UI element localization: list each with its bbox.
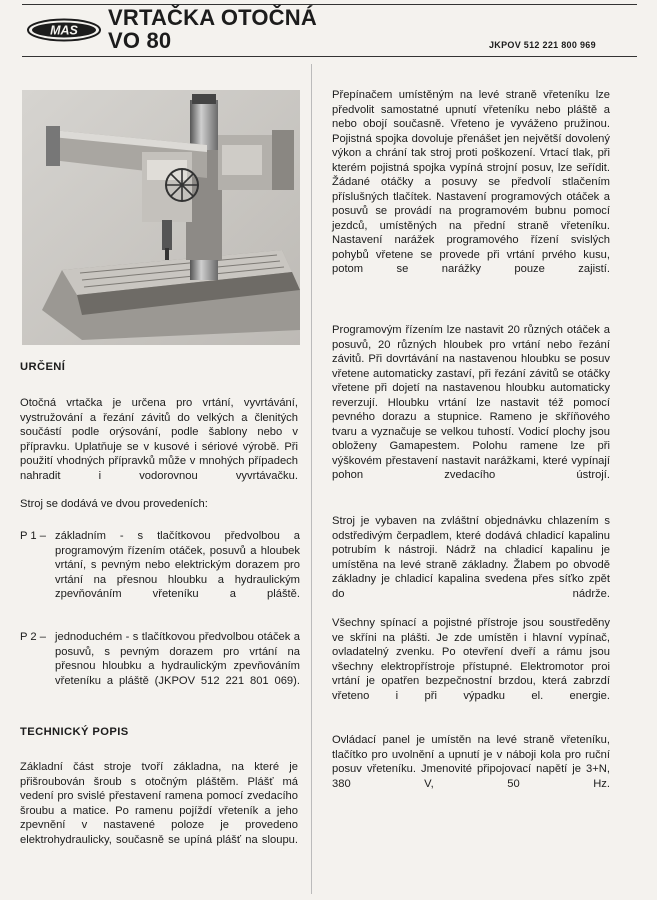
section-title-urceni: URČENÍ [20,361,66,373]
paragraph-right-2: Programovým řízením lze nastavit 20 různých otáček a posuvů, 20 různých hloubek pro vrtání nebo řezání závitů. Při dovrtávání na nastavenou hloubku se posuv vřetene automaticky zastaví, při řezání závitů se otáčky vřetene při dojetí na nastavenou hloubku automaticky reverzují. Hloubku vrtání lze nastavit též pomocí pevného dorazu a stupnice. Rameno je skříňového tvaru a vyznačuje se velkou tuhostí. Vodicí plochy jsou obloženy Gamapestem. Polohu ramene lze při výškovém přestavení nastavit narážkami, které vypínají pohon zvedacího ústrojí. [332,324,610,481]
catalog-code: JKPOV 512 221 800 969 [489,40,596,50]
paragraph-provedeni: Stroj se dodává ve dvou provedeních: [20,498,208,510]
header-rule [22,56,637,57]
logo-text: MAS [50,23,78,38]
list-item-p1 [20,529,300,619]
paragraph-right-1: Přepínačem umístěným na levé straně vřeteníku lze předvolit samostatné upnutí vřeteníku nebo pláště a nebo obojí současně. Vřeteno je vyváženo pružinou. Pojistná spojka dovoluje přenášet jen největší dovolený výkon a chrání tak stroj proti poškození. Vrtací tlak, při kterém pojistná spojka vypíná strojní posuv, lze seřídit. Žádané otáčky a posuvy se předvolí stlačením příslušných tlačítek. Nastavení programových otáček a posuvů se provádí na programovém bubnu pomocí jezdců, umístěných na přední straně vřeteníku. Nastavení narážek programového řízení svislých pohybů vřetene se provede při vrtání prvého kusu, potom se narážky pouze zajistí. [332,89,610,275]
paragraph-right-5: Ovládací panel je umístěn na levé straně vřeteníku, tlačítko pro uvolnění a upnutí je v náboji kola pro ruční posuv vřeteníku. Jmenovité připojovací napětí je 3+N, 380 V, 50 Hz. [332,734,610,790]
title-line-1: VRTAČKA OTOČNÁ [108,5,317,30]
page-title [108,6,317,52]
paragraph-right-4: Všechny spínací a pojistné přístroje jsou soustředěny ve skříni na plášti. Je zde umístěn i hlavní vypínač, ovladatelný zvenku. Po otevření dveří a rámu jsou všechny elektropřístroje přístupné. Elektromotor proi vrtání je opatřen bezpečnostní brzdou, která zabrzdí vřeteno i při výpadku el. energie. [332,617,610,702]
paragraph-right-3: Stroj je vybaven na zvláštní objednávku chlazením s odstředivým čerpadlem, které dodává chladicí kapalinu potrubím k nástroji. Nádrž na chladicí kapalinu je umístěna na levé straně základny. Žlabem po obvodě základny je chladicí kapalina svedena přes síťko zpět do nádrže. [332,515,610,600]
list-item-p2 [20,630,300,706]
section-title-technicky-popis: TECHNICKÝ POPIS [20,726,129,738]
list-item-text: základním - s tlačítkovou předvolbou a programovým řízením otáček, posuvů a hloubek vrtání, s pevným nebo elektrickým dorazem pro vrtání na přesnou hloubku a hydraulickým zpevňováním vřeteníku a pláště. [55,530,300,600]
title-line-2: VO 80 [108,28,172,53]
paragraph-technicky-popis: Základní část stroje tvoří základna, na které je přišroubován šroub s otočným pláštěm. Plášť má vedení pro svislé přestavení ramena pomocí zvedacího šroubu a matice. Po ramenu pojíždí vřeteník a jeho zpevnění v nastavené poloze je provedeno elektrohydraulicky, současně se upíná plášť na sloupu. [20,761,298,846]
column-divider [311,64,312,894]
radial-drill-machine-photo [22,90,300,345]
paragraph-urceni: Otočná vrtačka je určena pro vrtání, vyvrtávání, vystružování a řezání závitů do velkých a členitých součástí podle orýsování, podle šablony nebo v přípravku. Uplatňuje se v kusové i sériové výrobě. Při použití vhodných přípravků může v mnohých případech nahradit i vodorovnou vyvrtávačku. [20,397,298,482]
list-item-text: jednoduchém - s tlačítkovou předvolbou otáček a posuvů, s pevným dorazem pro vrtání na přesnou hloubku a hydraulickým zpevňováním vřeteníku a pláště (JKPOV 512 221 801 069). [55,631,300,687]
list-item-key: P 2 – [20,631,46,643]
mas-logo [26,18,102,42]
list-item-key: P 1 – [20,530,46,542]
